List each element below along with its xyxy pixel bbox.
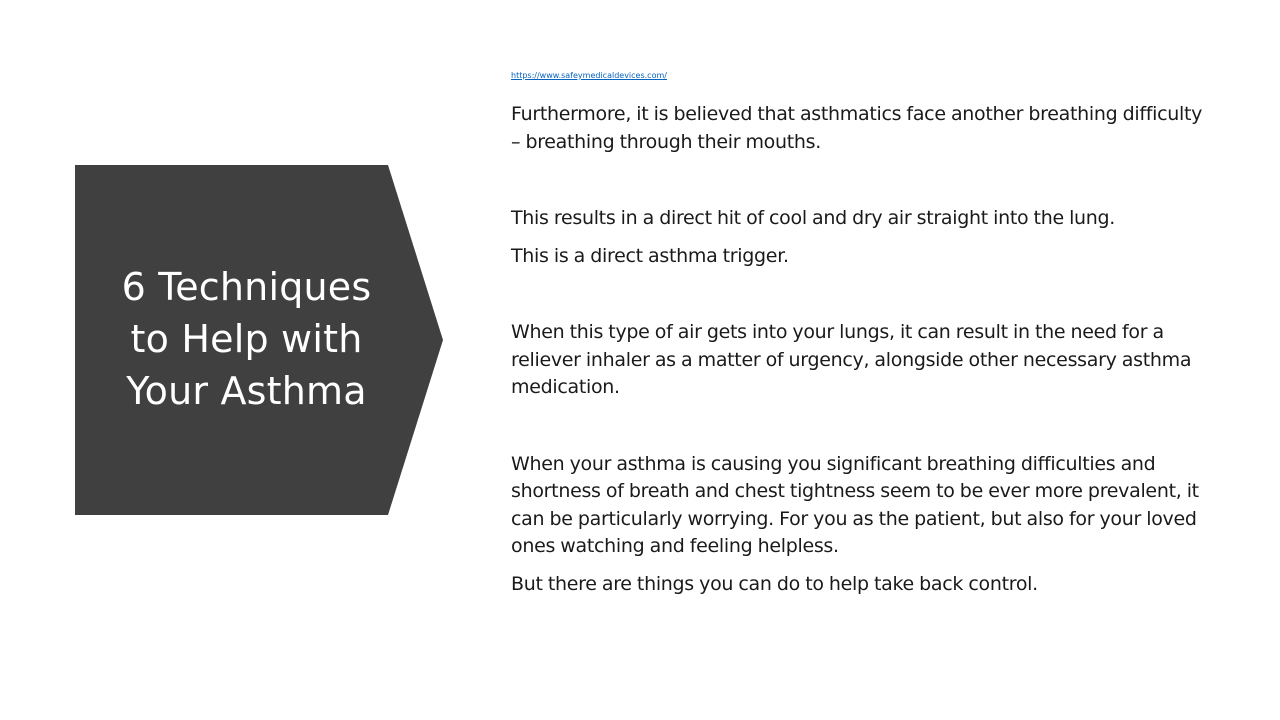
slide-title — [105, 261, 388, 417]
paragraph-take-back-control: But there are things you can do to help take back control. — [511, 572, 1038, 595]
slide-title-line-3: Your Asthma — [126, 369, 367, 413]
paragraph-cool-dry-air: This results in a direct hit of cool and dry air straight into the lung. — [511, 207, 1116, 229]
slide-title-line-1: 6 Techniques — [121, 265, 372, 309]
paragraph-reliever-inhaler: When this type of air gets into your lungs, it can result in the need for a reliever inhaler as a matter of urgency, alongside other necessary asthma medication. — [511, 321, 1192, 398]
paragraph-breathing-difficulties: When your asthma is causing you significant breathing difficulties and shortness of breath and chest tightness seem to be ever more prevalent, it can be particularly worrying. For you as the patient, but also for your loved ones watching and feeling helpless. — [511, 452, 1199, 557]
paragraph-asthma-trigger: This is a direct asthma trigger. — [511, 244, 789, 267]
source-link[interactable]: https://www.safeymedicaldevices.com/ — [511, 71, 667, 80]
title-chevron-shape — [75, 165, 443, 515]
paragraph-mouth-breathing: Furthermore, it is believed that asthmatics face another breathing difficulty – breathing through their mouths. — [511, 103, 1203, 153]
slide-title-line-2: to Help with — [130, 317, 363, 361]
slide-body — [511, 70, 1211, 598]
